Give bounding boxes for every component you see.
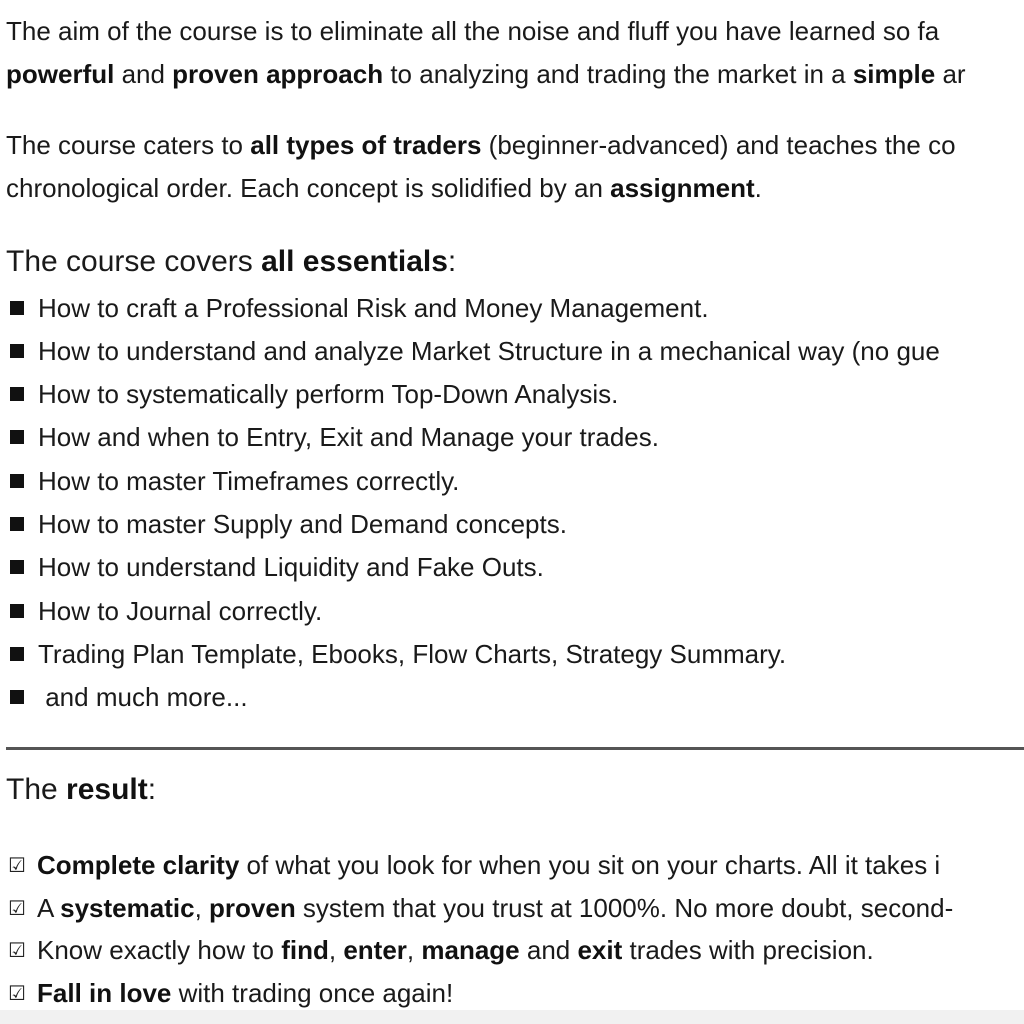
square-bullet-icon [10, 430, 24, 444]
intro-text: The course caters to [6, 130, 251, 160]
emphasis-proven-approach: proven approach [172, 59, 384, 89]
heading-text: : [147, 773, 157, 806]
essentials-list-item [10, 292, 709, 324]
square-bullet-icon [10, 301, 24, 315]
checkbox-icon: ☑ [8, 853, 26, 877]
emphasis-fall-in-love: Fall in love [37, 978, 172, 1008]
emphasis-proven: proven [209, 893, 296, 923]
list-item-text: How to master Supply and Demand concepts. [38, 509, 567, 539]
emphasis-powerful: powerful [6, 59, 115, 89]
square-bullet-icon [10, 344, 24, 358]
square-bullet-icon [10, 387, 24, 401]
heading-text: The course covers [6, 245, 262, 278]
square-bullet-icon [10, 647, 24, 661]
square-bullet-icon [10, 604, 24, 618]
intro-text: The aim of the course is to eliminate all the noise and fluff you have learned so fa [6, 16, 940, 46]
square-bullet-icon [10, 690, 24, 704]
list-item-text: Trading Plan Template, Ebooks, Flow Charts, Strategy Summary. [38, 639, 787, 669]
essentials-list-item [10, 551, 544, 583]
list-item-text: and much more... [38, 682, 248, 712]
list-item-text: How to craft a Professional Risk and Money Management. [38, 293, 709, 323]
emphasis-all-types-of-traders: all types of traders [250, 130, 482, 160]
result-text: , [406, 935, 422, 965]
intro-paragraph-line-2 [6, 58, 966, 90]
result-text: with trading once again! [171, 978, 454, 1008]
list-item-text: How and when to Entry, Exit and Manage your trades. [38, 422, 659, 452]
list-item-text: How to understand Liquidity and Fake Outs. [38, 552, 544, 582]
intro-text: ar [935, 59, 966, 89]
essentials-list-item [10, 508, 567, 540]
result-text: Know exactly how to [37, 935, 282, 965]
result-heading [6, 772, 156, 808]
list-item-text: How to master Timeframes correctly. [38, 466, 460, 496]
result-list-item [8, 849, 940, 881]
emphasis-manage: manage [421, 935, 520, 965]
section-divider [6, 747, 1024, 750]
essentials-list-item [10, 421, 659, 453]
essentials-list-item [10, 595, 322, 627]
square-bullet-icon [10, 517, 24, 531]
checkbox-icon: ☑ [8, 981, 26, 1005]
emphasis-systematic: systematic [60, 893, 195, 923]
heading-text: : [447, 245, 457, 278]
list-item-text: How to Journal correctly. [38, 596, 323, 626]
bottom-edge-shade [0, 1010, 1024, 1024]
result-list-item [8, 934, 874, 966]
emphasis-find: find [281, 935, 329, 965]
result-text: , [194, 893, 210, 923]
emphasis-exit: exit [577, 935, 623, 965]
emphasis-simple: simple [852, 59, 936, 89]
emphasis-all-essentials: all essentials [261, 245, 448, 278]
result-text: system that you trust at 1000%. No more doubt, second- [295, 893, 954, 923]
result-text: and [519, 935, 578, 965]
audience-paragraph-line-1 [6, 129, 956, 161]
square-bullet-icon [10, 560, 24, 574]
result-list-item [8, 892, 953, 924]
result-list-item [8, 977, 453, 1009]
essentials-list-item [10, 638, 786, 670]
essentials-heading [6, 244, 456, 280]
intro-text: to analyzing and trading the market in a [383, 59, 853, 89]
intro-text: chronological order. Each concept is solidified by an [6, 173, 611, 203]
list-item-text: How to systematically perform Top-Down Analysis. [38, 379, 619, 409]
essentials-list-item [10, 378, 618, 410]
result-text: trades with precision. [622, 935, 874, 965]
emphasis-result: result [66, 773, 148, 806]
result-text: of what you look for when you sit on your charts. All it takes i [239, 850, 941, 880]
heading-text: The [6, 773, 67, 806]
intro-text: and [114, 59, 173, 89]
essentials-list-item [10, 335, 940, 367]
result-text: , [328, 935, 344, 965]
essentials-list-item [10, 681, 248, 713]
emphasis-enter: enter [343, 935, 407, 965]
essentials-list-item [10, 465, 459, 497]
emphasis-assignment: assignment [610, 173, 755, 203]
audience-paragraph-line-2 [6, 172, 762, 204]
intro-text: (beginner-advanced) and teaches the co [481, 130, 956, 160]
checkbox-icon: ☑ [8, 938, 26, 962]
intro-paragraph-line-1 [6, 15, 939, 47]
list-item-text: How to understand and analyze Market Structure in a mechanical way (no gue [38, 336, 940, 366]
square-bullet-icon [10, 474, 24, 488]
checkbox-icon: ☑ [8, 896, 26, 920]
intro-text: . [754, 173, 762, 203]
emphasis-complete-clarity: Complete clarity [37, 850, 240, 880]
result-text: A [37, 893, 61, 923]
